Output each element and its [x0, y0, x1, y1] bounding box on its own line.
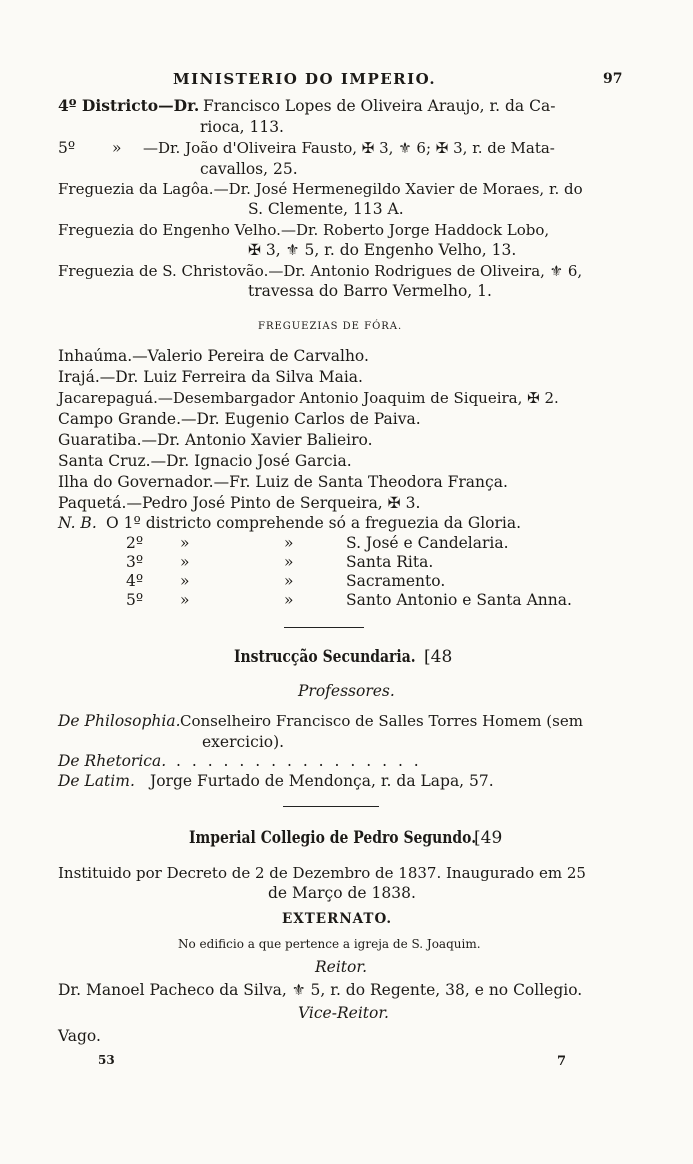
nb-place: Santo Antonio e Santa Anna. — [346, 591, 572, 609]
professor-entry: Conselheiro Francisco de Salles Torres Homem (sem — [180, 712, 583, 730]
ditto-mark: » — [284, 534, 294, 552]
section-heading: FREGUEZIAS DE FÓRA. — [258, 321, 403, 332]
ditto-mark: » — [180, 572, 190, 590]
ditto-mark: » — [284, 553, 294, 571]
signature-mark: 53 — [98, 1053, 115, 1067]
edificio-note: No edificio a que pertence a igreja de S. Joaquim. — [178, 937, 481, 951]
freguezia-cont: ✠ 3, ⚜ 5, r. do Engenho Velho, 13. — [248, 241, 517, 259]
district-label: 5º — [58, 139, 76, 157]
fora-entry: Ilha do Governador.—Fr. Luiz de Santa Theodora França. — [58, 473, 508, 491]
freguezia-entry: Freguezia de S. Christovão.—Dr. Antonio Rodrigues de Oliveira, ⚜ 6, — [58, 262, 583, 280]
subject-label: De Latim. — [58, 772, 135, 790]
ditto-mark: » — [112, 139, 122, 157]
externato-heading: EXTERNATO. — [282, 911, 393, 927]
nb-place: S. José e Candelaria. — [346, 534, 509, 552]
subject-label: De Rhetorica. — [58, 752, 167, 770]
district-cont: cavallos, 25. — [200, 160, 298, 178]
section-divider — [284, 627, 364, 628]
fora-entry: Irajá.—Dr. Luiz Ferreira da Silva Maia. — [58, 368, 363, 386]
freguezia-entry: Freguezia do Engenho Velho.—Dr. Roberto Jorge Haddock Lobo, — [58, 221, 550, 239]
collegio-intro: Instituido por Decreto de 2 de Dezembro de 1837. Inaugurado em 25 — [58, 864, 586, 882]
ditto-mark: » — [180, 591, 190, 609]
fora-entry: Paquetá.—Pedro José Pinto de Serqueira, ✠ 3. — [58, 494, 421, 512]
ditto-mark: » — [180, 553, 190, 571]
reitor-label: Reitor. — [315, 958, 367, 976]
section-subtitle: Professores. — [298, 682, 395, 700]
section-ref: [49 — [474, 828, 503, 848]
professor-entry: Jorge Furtado de Mendonça, r. da Lapa, 57. — [150, 772, 494, 790]
nb-num: 4º — [126, 572, 144, 590]
nb-num: 2º — [126, 534, 144, 552]
section-title: Imperial Collegio de Pedro Segundo. — [189, 828, 477, 848]
ditto-mark: » — [284, 572, 294, 590]
professor-cont: exercicio). — [202, 733, 285, 751]
fora-entry: Inhaúma.—Valerio Pereira de Carvalho. — [58, 347, 369, 365]
fora-entry: Jacarepaguá.—Desembargador Antonio Joaquim de Siqueira, ✠ 2. — [58, 389, 559, 407]
professor-entry: . . . . . . . . . . . . . . . . — [176, 752, 422, 770]
freguezia-cont: S. Clemente, 113 A. — [248, 200, 404, 218]
reitor-entry: Dr. Manoel Pacheco da Silva, ⚜ 5, r. do Regente, 38, e no Collegio. — [58, 981, 583, 999]
nb-num: 3º — [126, 553, 144, 571]
nb-num: 5º — [126, 591, 144, 609]
section-divider — [283, 806, 379, 807]
ditto-mark: » — [180, 534, 190, 552]
ditto-mark: » — [284, 591, 294, 609]
running-header: MINISTERIO DO IMPERIO. — [173, 70, 437, 88]
district-text: Francisco Lopes de Oliveira Araujo, r. da Ca- — [203, 97, 556, 115]
section-ref: [48 — [424, 647, 453, 667]
fora-entry: Santa Cruz.—Dr. Ignacio José Garcia. — [58, 452, 352, 470]
freguezia-cont: travessa do Barro Vermelho, 1. — [248, 282, 492, 300]
page-number: 97 — [603, 71, 623, 87]
freguezia-entry: Freguezia da Lagôa.—Dr. José Hermenegildo Xavier de Moraes, r. do — [58, 180, 583, 198]
nb-place: Sacramento. — [346, 572, 446, 590]
nb-label: N. B. — [58, 514, 97, 532]
nb-place: Santa Rita. — [346, 553, 434, 571]
collegio-intro-cont: de Março de 1838. — [268, 884, 416, 902]
fora-entry: Campo Grande.—Dr. Eugenio Carlos de Paiva. — [58, 410, 421, 428]
vice-reitor-label: Vice-Reitor. — [298, 1004, 389, 1022]
nb-text: O 1º districto comprehende só a freguezia da Gloria. — [106, 514, 522, 532]
district-text: —Dr. João d'Oliveira Fausto, ✠ 3, ⚜ 6; ✠ 3, r. de Mata- — [143, 139, 555, 157]
section-title: Instrucção Secundaria. — [234, 647, 416, 667]
district-label: 4º Districto—Dr. — [58, 96, 200, 115]
subject-label: De Philosophia. — [58, 712, 181, 730]
vice-reitor-entry: Vago. — [58, 1027, 101, 1045]
fora-entry: Guaratiba.—Dr. Antonio Xavier Balieiro. — [58, 431, 373, 449]
district-cont: rioca, 113. — [200, 118, 284, 136]
footer-page-mark: 7 — [557, 1054, 567, 1069]
